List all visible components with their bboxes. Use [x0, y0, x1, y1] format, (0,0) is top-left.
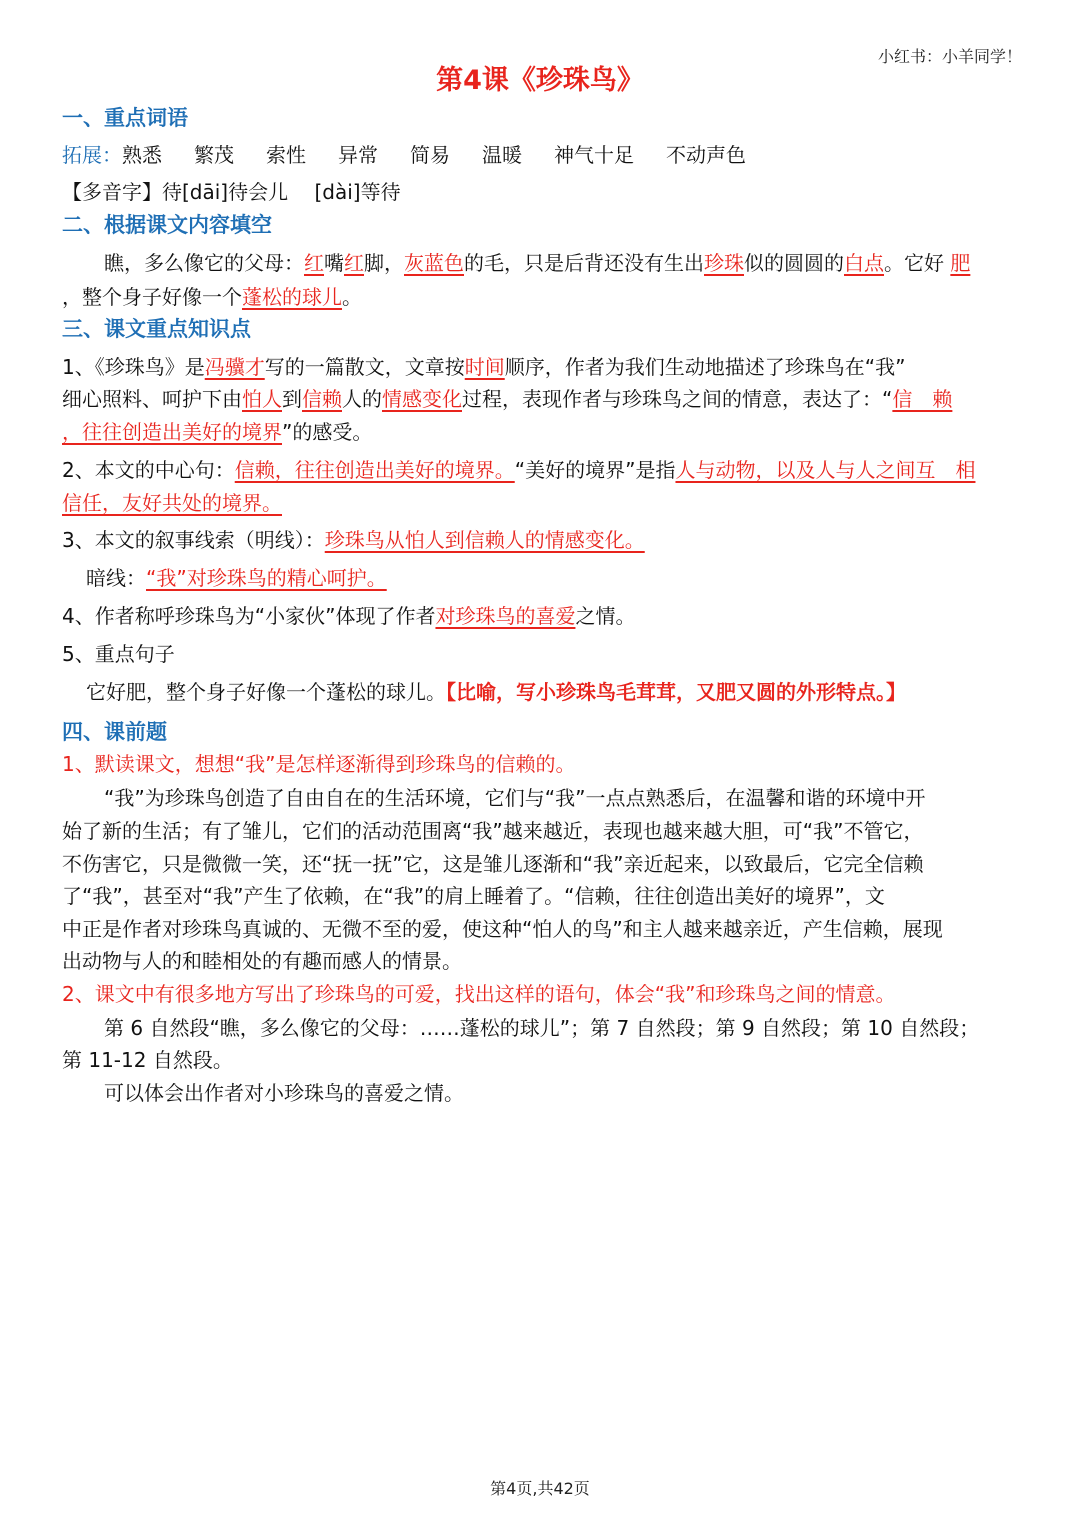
- polyphone-line: 【多音字】待[dāi]待会儿 [dài]等待: [62, 180, 401, 204]
- text: 2、本文的中心句：: [62, 458, 235, 482]
- answer: 信赖，往往创造出美好的境界。: [234, 458, 515, 482]
- vocab-word: 温暖: [482, 143, 522, 167]
- answer: 对珍珠鸟的喜爱: [435, 604, 576, 628]
- answer-1-line: 始了新的生活；有了雏儿，它们的活动范围离“我”越来越近，表现也越来越大胆，可“我”不管它，: [62, 819, 924, 843]
- answer: 肥: [950, 251, 971, 275]
- text: 似的圆圆的: [744, 251, 844, 275]
- answer: 信任，友好共处的境界。: [62, 491, 282, 515]
- point-4: [62, 600, 635, 629]
- vocab-word: 熟悉: [122, 143, 162, 167]
- page-number: 第4页,共42页: [490, 1479, 590, 1498]
- text: 4、作者称呼珍珠鸟为“小家伙”体现了作者: [62, 604, 436, 628]
- fill-line-1: [104, 247, 970, 276]
- vocab-word: 神气十足: [554, 143, 634, 167]
- text: 嘴: [324, 251, 344, 275]
- section-1-heading: 一、重点词语: [62, 106, 188, 130]
- key-sentence: [86, 676, 906, 705]
- question-2: 2、课文中有很多地方写出了珍珠鸟的可爱，找出这样的语句，体会“我”和珍珠鸟之间的情意。: [62, 982, 896, 1006]
- text: 。: [342, 285, 362, 309]
- point-1-line-3: [62, 416, 372, 445]
- point-2-line-1: [62, 454, 975, 483]
- vocab-label: 拓展：: [62, 143, 122, 167]
- point-2-line-2: [62, 487, 282, 516]
- answer-2-line: 可以体会出作者对小珍珠鸟的喜爱之情。: [104, 1081, 464, 1105]
- vocab-word: 不动声色: [666, 143, 746, 167]
- text: 人的: [342, 387, 382, 411]
- answer: 怕人: [242, 387, 282, 411]
- vocab-word: 索性: [266, 143, 306, 167]
- text: 之情。: [575, 604, 636, 628]
- text: 的毛，只是后背还没有生出: [464, 251, 704, 275]
- answer-2-line: 第 6 自然段“瞧，多么像它的父母：……蓬松的球儿”；第 7 自然段；第 9 自然段；第 10 自然段；: [104, 1016, 980, 1040]
- answer-1-line: “我”为珍珠鸟创造了自由自在的生活环境，它们与“我”一点点熟悉后，在温馨和谐的环境中开: [104, 786, 926, 810]
- answer: 珍珠: [704, 251, 744, 275]
- answer-1-line: 了“我”，甚至对“我”产生了依赖，在“我”的肩上睡着了。“信赖，往往创造出美好的境界”，文: [62, 884, 885, 908]
- text: 暗线：: [86, 566, 146, 590]
- answer: 时间: [464, 355, 505, 379]
- vocab-line: [62, 139, 778, 168]
- vocab-word: 简易: [410, 143, 450, 167]
- text: “美好的境界”是指: [514, 458, 676, 482]
- answer: ，往往创造出美好的境界: [62, 420, 282, 444]
- answer: 冯骥才: [204, 355, 265, 379]
- point-1-line-1: [62, 351, 905, 380]
- text: ，整个身子好像一个: [62, 285, 242, 309]
- answer: “我”对珍珠鸟的精心呵护。: [146, 566, 387, 590]
- vocab-word: 繁茂: [194, 143, 234, 167]
- answer: 信赖: [302, 387, 342, 411]
- answer: 人与动物，以及人与人之间互 相: [675, 458, 976, 482]
- answer: 红: [344, 251, 364, 275]
- watermark: 小红书：小羊同学！: [877, 47, 1022, 66]
- point-5: 5、重点句子: [62, 642, 175, 666]
- annotation: 【比喻，写小珍珠鸟毛茸茸，又肥又圆的外形特点。】: [446, 680, 906, 704]
- answer: 白点: [844, 251, 884, 275]
- text: 3、本文的叙事线索（明线）：: [62, 528, 325, 552]
- text: 过程，表现作者与珍珠鸟之间的情意，表达了：“: [462, 387, 893, 411]
- text: 到: [282, 387, 302, 411]
- text: 。它好: [884, 251, 944, 275]
- point-1-line-2: [62, 383, 952, 412]
- answer-1-line: 不伤害它，只是微微一笑，还“抚一抚”它，这是雏儿逐渐和“我”亲近起来，以致最后，它完全信赖: [62, 852, 924, 876]
- text: 1、《珍珠鸟》是: [62, 355, 205, 379]
- answer-1-line: 中正是作者对珍珠鸟真诚的、无微不至的爱，使这种“怕人的鸟”和主人越来越亲近，产生信赖，展现: [62, 917, 943, 941]
- point-3-line-2: [86, 562, 387, 591]
- answer: 灰蓝色: [404, 251, 464, 275]
- text: ”的感受。: [282, 420, 373, 444]
- vocab-word: 异常: [338, 143, 378, 167]
- text: 顺序，作者为我们生动地描述了珍珠鸟在“我”: [504, 355, 906, 379]
- fill-line-2: [62, 281, 362, 310]
- section-3-heading: 三、课文重点知识点: [62, 317, 251, 341]
- answer-1-line: 出动物与人的和睦相处的有趣而感人的情景。: [62, 949, 462, 973]
- text: 脚，: [364, 251, 404, 275]
- answer: 蓬松的球儿: [242, 285, 342, 309]
- point-3-line-1: [62, 524, 645, 553]
- answer: 红: [304, 251, 324, 275]
- text: 它好肥，整个身子好像一个蓬松的球儿。: [86, 680, 446, 704]
- text: 细心照料、呵护下由: [62, 387, 242, 411]
- answer-2-line: 第 11-12 自然段。: [62, 1048, 233, 1072]
- page-title: 第4课《珍珠鸟》: [436, 65, 644, 96]
- text: 写的一篇散文，文章按: [264, 355, 465, 379]
- section-2-heading: 二、根据课文内容填空: [62, 213, 272, 237]
- section-4-heading: 四、课前题: [62, 720, 167, 744]
- answer: 珍珠鸟从怕人到信赖人的情感变化。: [324, 528, 645, 552]
- answer: 信 赖: [892, 387, 953, 411]
- text: 瞧，多么像它的父母：: [104, 251, 304, 275]
- answer: 情感变化: [382, 387, 462, 411]
- question-1: 1、默读课文，想想“我”是怎样逐渐得到珍珠鸟的信赖的。: [62, 752, 576, 776]
